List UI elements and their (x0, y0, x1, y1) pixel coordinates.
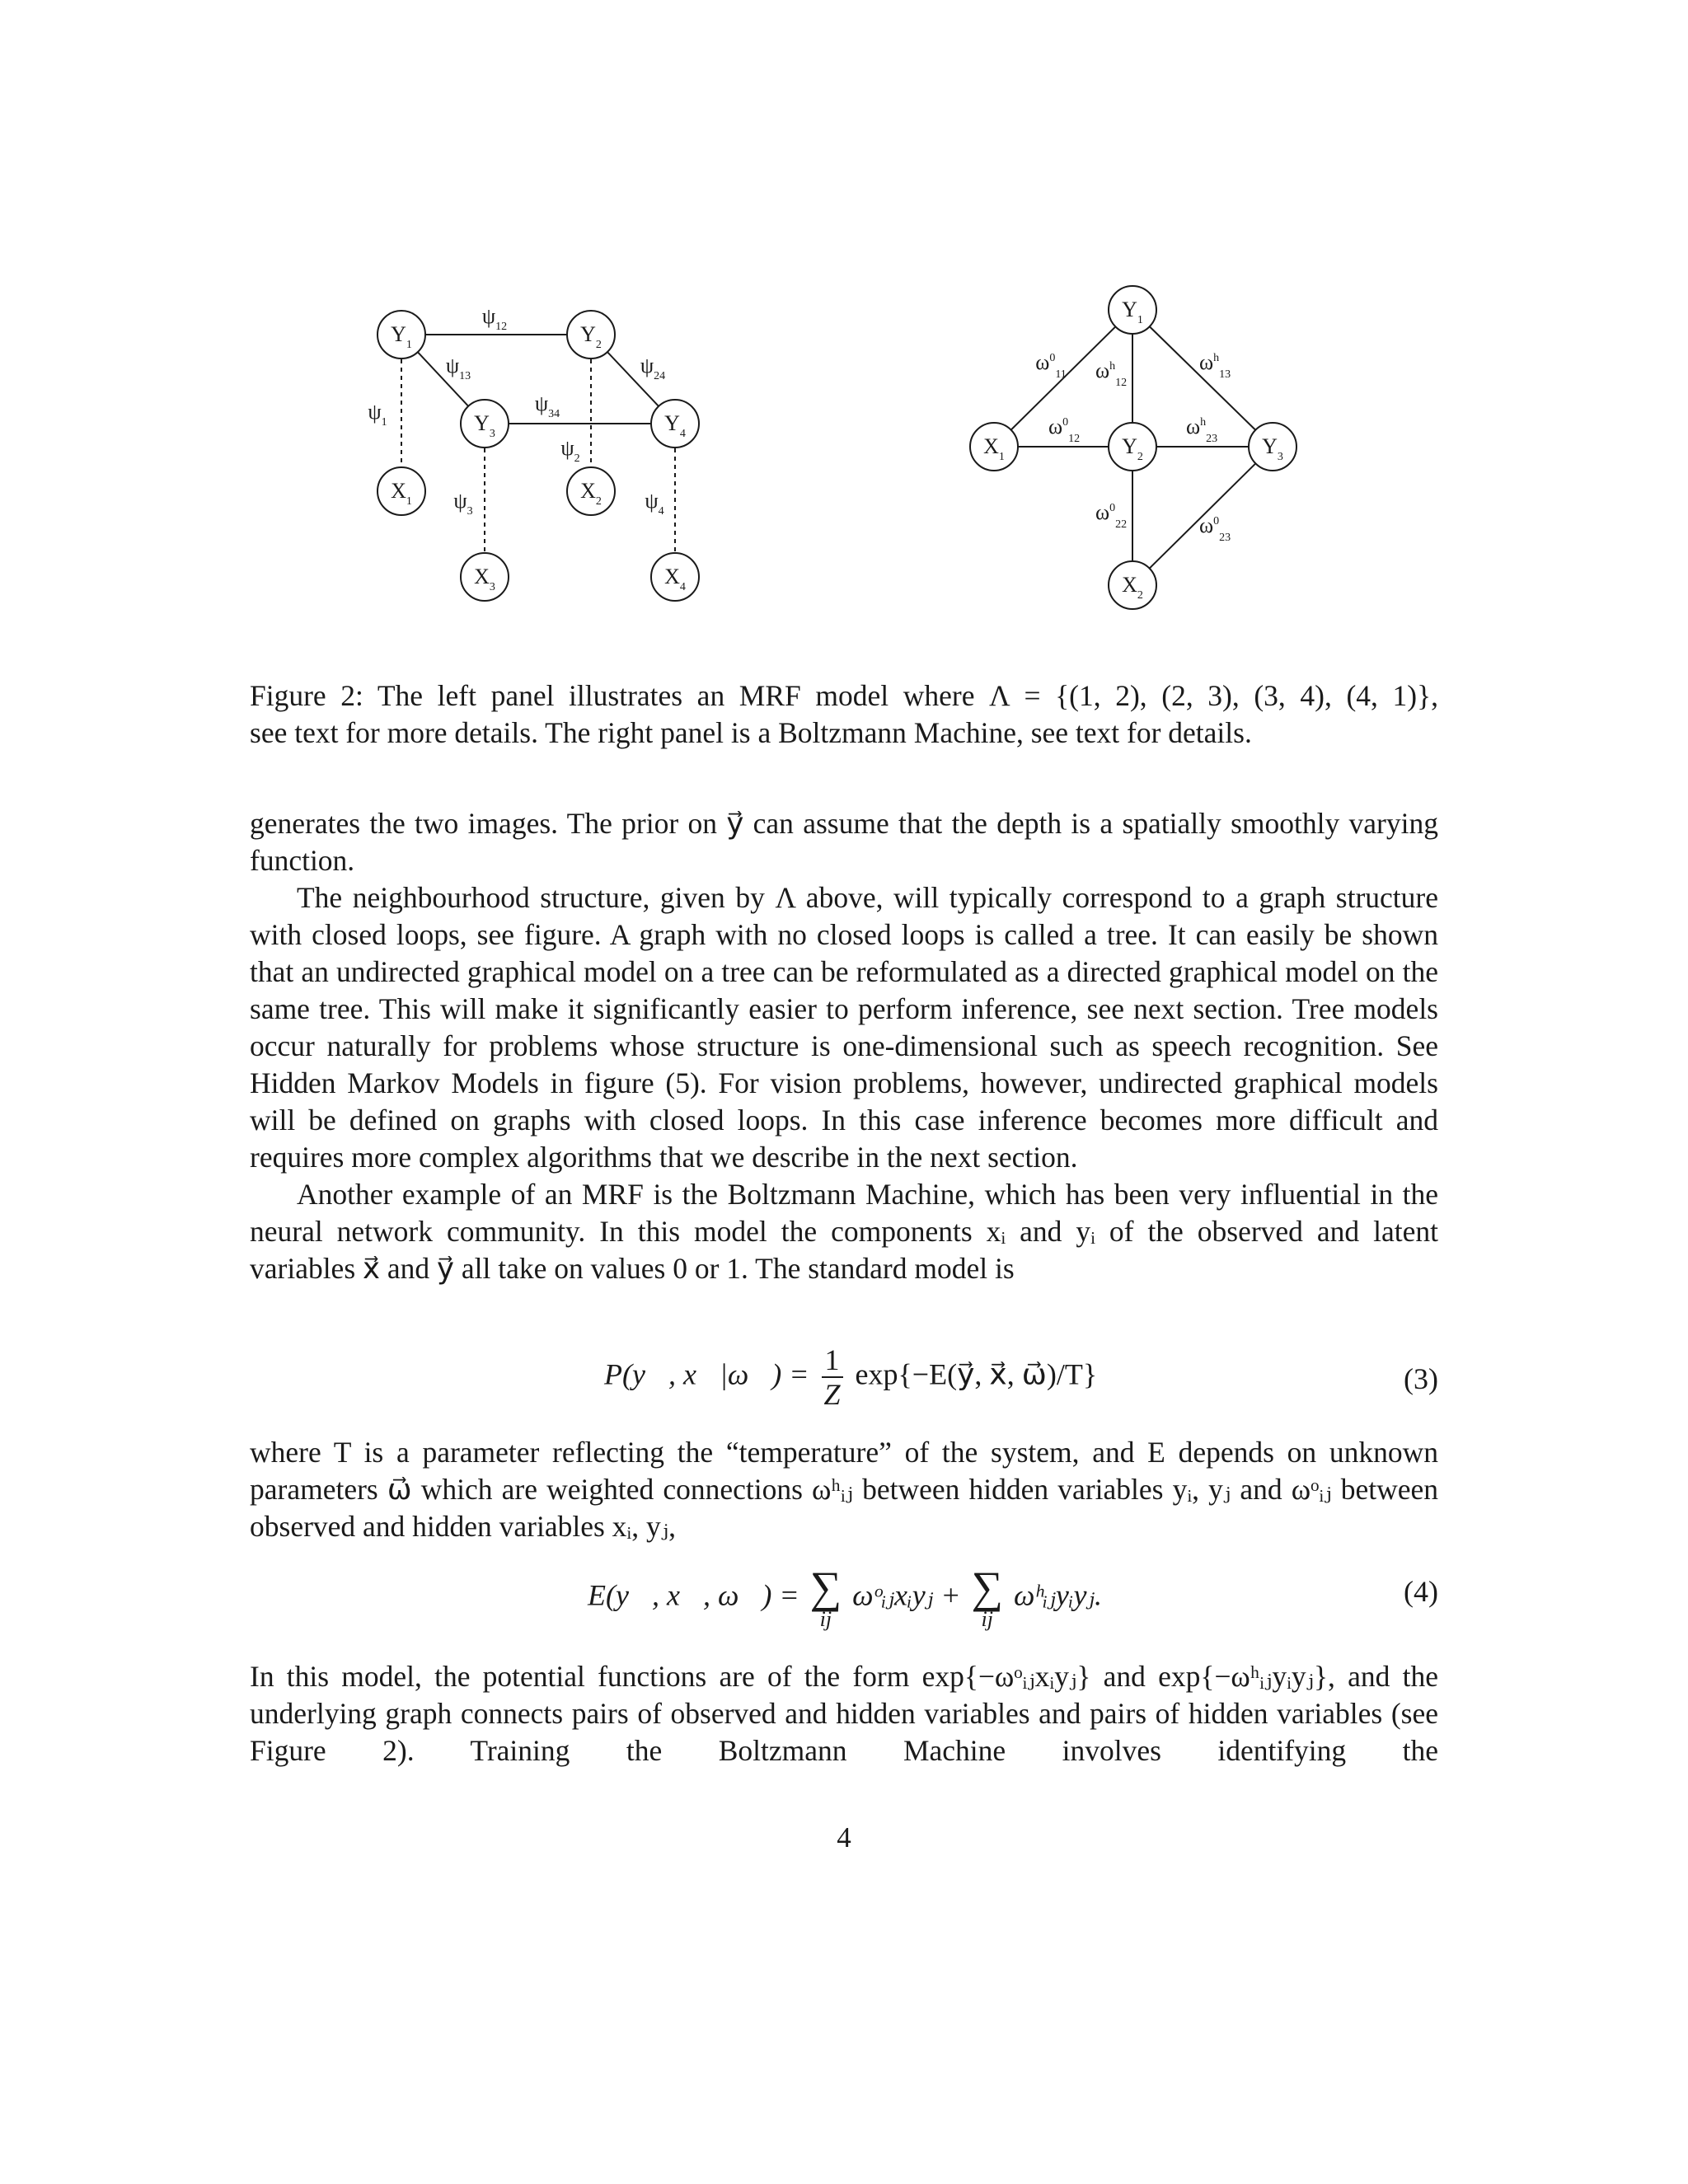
edge-label-x1-y1: $\omega^0_{11}$ (1035, 350, 1067, 381)
eq3-frac-denominator: Z (823, 1378, 841, 1411)
edge-label-x1-y2: $\omega^0_{12}$ (1048, 415, 1081, 445)
edge-label-y3-x3: $\psi_3$ (453, 489, 473, 518)
body-text-block-2 (250, 1434, 1438, 1545)
edge-label-y1-y3: $\omega^h_{13}$ (1198, 350, 1231, 381)
node-label-y1: $Y_1$ (391, 322, 412, 351)
edge-label-y1-y3: $\psi_{13}$ (445, 354, 471, 382)
node-label-y2: $Y_2$ (580, 322, 602, 351)
equation-4 (250, 1563, 1438, 1640)
node-label-y3: $Y_3$ (1262, 434, 1283, 463)
eq3-fraction (822, 1343, 843, 1411)
eq4-lhs: E(y⃗, x⃗, ω⃗) = (588, 1578, 799, 1612)
paragraph: generates the two images. The prior on y⃗ can assume that the depth is a spatially smoothly varying function. (250, 807, 1438, 877)
paragraph: In this model, the potential functions are of the form exp{−ωᵒᵢⱼxᵢyⱼ} and exp{−ωʰᵢⱼyᵢyⱼ}, and the underlying graph connects pairs of observed and hidden variables and pairs of hidden variables (see Figure 2). Training the Boltzmann Machine involves identifying the (250, 1660, 1438, 1767)
node-label-x2: $X_2$ (580, 479, 602, 508)
eq3-frac-numerator: 1 (822, 1343, 843, 1378)
edge-label-y1-y2: $\omega^h_{12}$ (1095, 359, 1128, 389)
eq4-term-1: ωᵒᵢⱼxᵢyⱼ + (852, 1578, 961, 1612)
edge-label-x2-y3: $\omega^0_{23}$ (1198, 513, 1231, 544)
equation-3 (250, 1343, 1438, 1418)
equation-number: (4) (1404, 1575, 1438, 1608)
paragraph: where T is a parameter reflecting the “temperature” of the system, and E depends on unknown parameters ω⃗ which are weighted connections ωʰᵢⱼ between hidden variables yᵢ, yⱼ and ωᵒᵢⱼ between observed and hidden variables xᵢ, yⱼ, (250, 1436, 1438, 1543)
node-label-y3: $Y_3$ (474, 411, 495, 440)
equation-number: (3) (1404, 1362, 1438, 1395)
eq3-rhs: exp{−E(y⃗, x⃗, ω⃗)/T} (855, 1357, 1098, 1391)
caption-line-1: Figure 2: The left panel illustrates an MRF model where Λ = {(1, 2), (2, 3), (3, 4), (4, 1)}, (250, 679, 1438, 712)
node-label-x3: $X_3$ (474, 565, 495, 593)
sum-symbol: ∑ (971, 1563, 1004, 1612)
body-text-block-3 (250, 1658, 1438, 1769)
node-label-y1: $Y_1$ (1122, 298, 1143, 326)
boltzmann-machine-panel (970, 286, 1296, 609)
page-number: 4 (837, 1821, 851, 1854)
sum-index: ij (819, 1607, 832, 1631)
node-label-x2: $X_2$ (1122, 573, 1143, 602)
paragraph: Another example of an MRF is the Boltzmann Machine, which has been very influential in the neural network community. In this model the components xᵢ and yᵢ of the observed and latent variables x⃗ and y⃗ all take on values 0 or 1. The standard model is (250, 1178, 1438, 1285)
edge-label-y2-x2: $\omega^0_{22}$ (1095, 500, 1128, 531)
node-label-x1: $X_1$ (391, 479, 412, 508)
node-label-y4: $Y_4$ (664, 411, 686, 440)
eq4-term-2: ωʰᵢⱼyᵢyⱼ. (1014, 1578, 1103, 1612)
sum-index: ij (981, 1607, 993, 1631)
body-text-block-1 (250, 805, 1438, 1287)
node-label-y2: $Y_2$ (1122, 434, 1143, 463)
eq4-sum-1 (809, 1563, 842, 1631)
edge-label-y2-y3: $\omega^h_{23}$ (1185, 415, 1218, 445)
node-label-x1: $X_1$ (983, 434, 1005, 463)
eq4-sum-2 (971, 1563, 1004, 1631)
edge-label-y1-y2: $\psi_{12}$ (481, 304, 508, 333)
caption-line-2: see text for more details. The right panel is a Boltzmann Machine, see text for details. (250, 716, 1252, 749)
node-label-x4: $X_4$ (664, 565, 686, 593)
edge-label-y2-y4: $\psi_{24}$ (640, 354, 666, 382)
sum-symbol: ∑ (809, 1563, 842, 1612)
figure-2 (0, 0, 1688, 626)
mrf-graph-panel (368, 304, 699, 601)
paragraph: The neighbourhood structure, given by Λ above, will typically correspond to a graph structure with closed loops, see figure. A graph with no closed loops is called a tree. It can easily be shown that an undirected graphical model on a tree can be reformulated as a directed graphical model on the same tree. This will make it significantly easier to perform inference, see next section. Tree models occur naturally for problems whose structure is one-dimensional such as speech recognition. See Hidden Markov Models in figure (5). For vision problems, however, undirected graphical models will be defined on graphs with closed loops. In this case inference becomes more difficult and requires more complex algorithms that we describe in the next section. (250, 881, 1438, 1174)
edge-label-y4-x4: $\psi_4$ (645, 489, 664, 518)
edge-label-y1-x1: $\psi_1$ (368, 400, 387, 429)
edge-label-y3-y4: $\psi_{34}$ (534, 391, 560, 420)
edge-label-y2-x2: $\psi_2$ (560, 436, 580, 465)
figure-caption (250, 677, 1438, 752)
eq3-lhs: P(y⃗, x⃗|ω⃗) = (604, 1357, 809, 1391)
